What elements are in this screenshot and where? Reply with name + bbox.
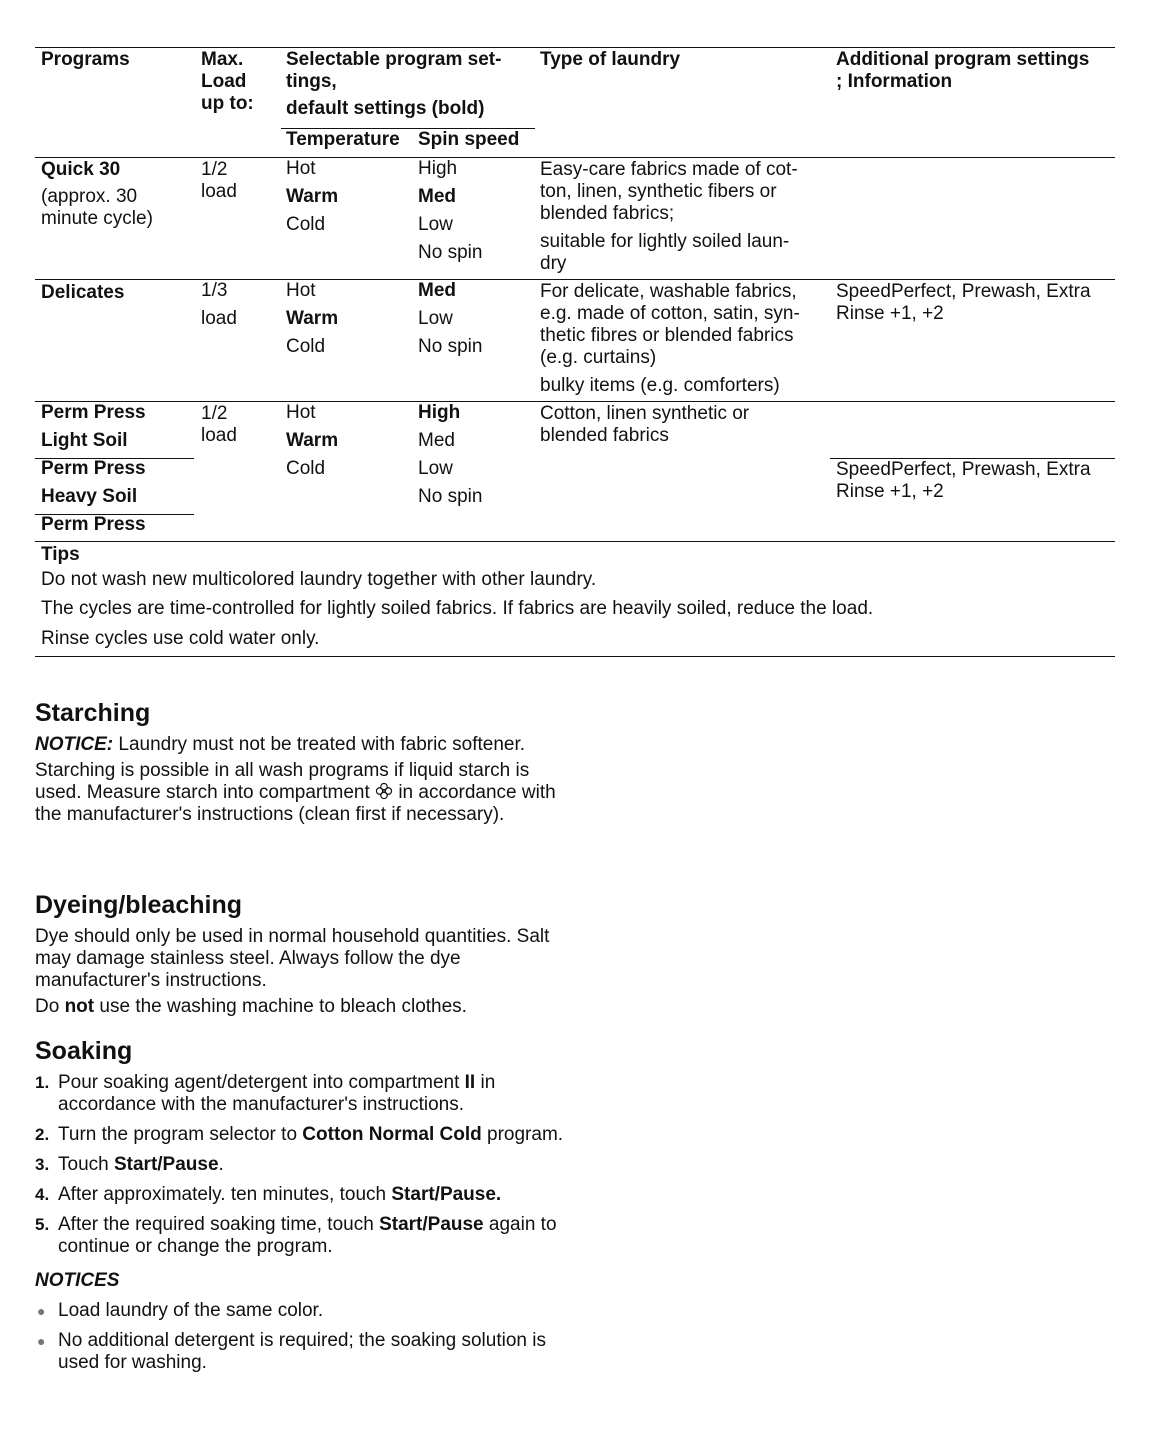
header-bottom-rule xyxy=(35,157,1115,158)
notices-label: NOTICES xyxy=(35,1270,120,1291)
header-additional-settings: Additional program settings ; Information xyxy=(836,49,1090,92)
row-rule-2 xyxy=(35,401,1115,402)
list-item: 3. Touch Start/Pause. xyxy=(35,1154,224,1175)
dyeing-heading: Dyeing/bleaching xyxy=(35,891,242,919)
section-dyeing xyxy=(35,890,565,1018)
header-programs: Programs xyxy=(41,49,130,70)
tips-line: Rinse cycles use cold water only. xyxy=(41,628,320,649)
header-temperature: Temperature xyxy=(286,129,400,150)
starching-paragraph: Starching is possible in all wash programs if liquid starch is used. Measure starch into compartment in accordance with the manufacturer's instructions (clean first if necessary). xyxy=(35,760,556,825)
tips-line: The cycles are time-controlled for lightly soiled fabrics. If fabrics are heavily soiled, reduce the load. xyxy=(41,598,874,619)
table-bottom-rule xyxy=(35,656,1115,657)
table-row-delicates-laundry: For delicate, washable fabrics, e.g. made of cotton, satin, syn- thetic fibres or blended fabrics (e.g. curtains) bulky items (e.g. comforters) xyxy=(540,281,800,396)
header-selectable-settings: Selectable program set- tings, default settings (bold) xyxy=(286,49,502,119)
list-item: ● No additional detergent is required; the soaking solution is used for washing. xyxy=(37,1330,546,1373)
list-item: 2. Turn the program selector to Cotton Normal Cold program. xyxy=(35,1124,564,1145)
list-item: 1. Pour soaking agent/detergent into compartment II in accordance with the manufacturer's instructions. xyxy=(35,1072,496,1115)
table-row-delicates-spins: Med Low No spin xyxy=(418,280,483,357)
table-row-permpress-load: 1/2 load xyxy=(201,403,237,446)
bullet-icon: ● xyxy=(37,1333,46,1349)
table-row-permpress-spins: High Med Low No spin xyxy=(418,402,483,507)
notice-label: NOTICE: xyxy=(35,734,114,755)
table-row-quick30-load: 1/2 load xyxy=(201,159,237,202)
dyeing-paragraph: Dye should only be used in normal household quantities. Salt may damage stainless steel. Always follow the dye manufacturer's instructions. xyxy=(35,926,550,991)
table-row-quick30-temps: Hot Warm Cold xyxy=(286,158,339,235)
soaking-steps xyxy=(35,1072,565,1258)
header-spin-speed: Spin speed xyxy=(418,129,520,150)
row-rule-1 xyxy=(35,279,1115,280)
header-type-of-laundry: Type of laundry xyxy=(540,49,681,70)
tips-line: Do not wash new multicolored laundry together with other laundry. xyxy=(41,569,597,590)
starching-notice xyxy=(35,734,565,756)
list-item: 4. After approximately. ten minutes, touch Start/Pause. xyxy=(35,1184,502,1205)
header-max-load: Max. Load up to: xyxy=(201,49,254,114)
list-item: ● Load laundry of the same color. xyxy=(37,1300,324,1321)
tips-top-rule xyxy=(35,541,1115,542)
dyeing-warning: Do not use the washing machine to bleach clothes. xyxy=(35,996,467,1017)
table-top-rule xyxy=(35,47,1115,48)
table-row-delicates-load: 1/3 load xyxy=(201,280,237,329)
table-row-quick30-spins: High Med Low No spin xyxy=(418,158,483,263)
list-item: 5. After the required soaking time, touch Start/Pause again to continue or change the program. xyxy=(35,1214,557,1257)
table-row-quick30-program: Quick 30 (approx. 30 minute cycle) xyxy=(41,159,153,229)
section-starching xyxy=(35,698,565,826)
table-row-permpress-programs: Perm Press Light Soil Perm Press Heavy Soil Perm Press xyxy=(41,402,146,535)
table-row-permpress-laundry: Cotton, linen synthetic or blended fabrics xyxy=(540,403,750,446)
table-row-permpress-additional: SpeedPerfect, Prewash, Extra Rinse +1, +2 xyxy=(836,459,1091,502)
bullet-icon: ● xyxy=(37,1303,46,1319)
table-row-delicates-temps: Hot Warm Cold xyxy=(286,280,339,357)
soaking-notices xyxy=(35,1300,565,1374)
tips-title: Tips xyxy=(41,544,80,565)
starching-heading: Starching xyxy=(35,699,151,727)
notice-text: Laundry must not be treated with fabric softener. xyxy=(118,734,526,755)
table-row-delicates-program: Delicates xyxy=(41,282,125,303)
flower-compartment-icon xyxy=(375,782,393,800)
table-row-delicates-additional: SpeedPerfect, Prewash, Extra Rinse +1, +2 xyxy=(836,281,1091,324)
table-row-quick30-laundry: Easy-care fabrics made of cot- ton, linen, synthetic fibers or blended fabrics; suitable for lightly soiled laun- dry xyxy=(540,159,798,274)
table-row-permpress-temps: Hot Warm Cold xyxy=(286,402,339,479)
soaking-heading: Soaking xyxy=(35,1037,133,1065)
section-soaking xyxy=(35,1036,565,1374)
